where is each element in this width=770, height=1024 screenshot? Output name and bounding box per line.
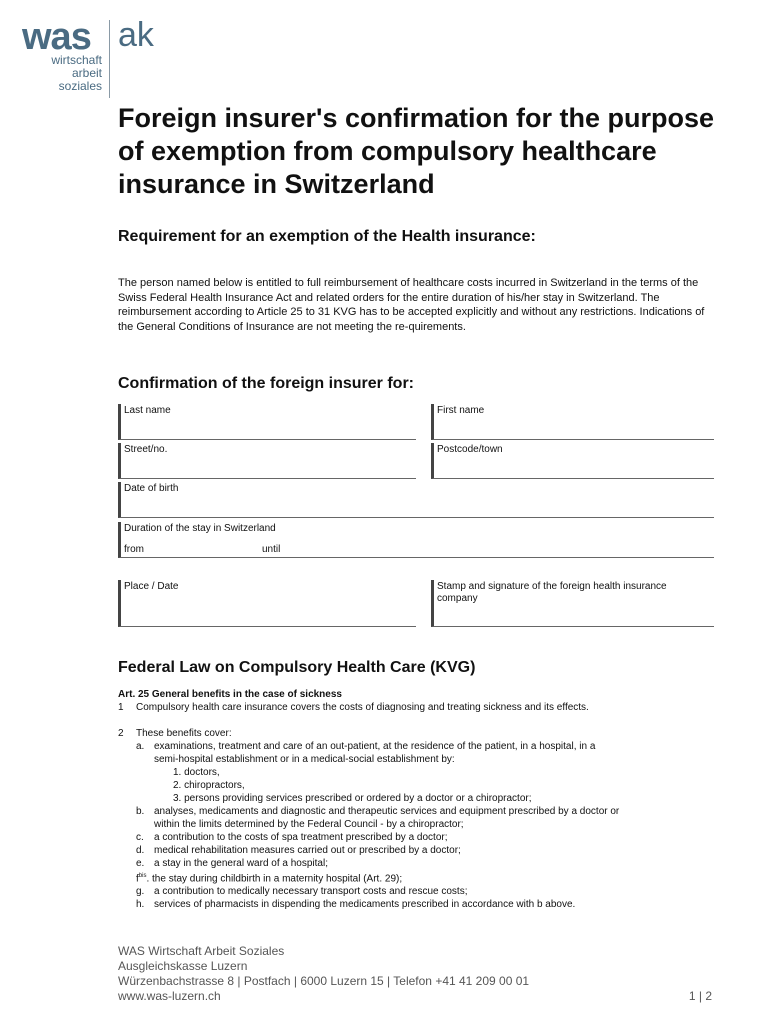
list-text: medical rehabilitation measures carried out or prescribed by a doctor;	[154, 845, 461, 856]
logo-sub-line: wirtschaft	[51, 53, 102, 67]
list-text: a stay in the general ward of a hospital;	[154, 858, 328, 869]
list-text: a contribution to medically necessary transport costs and rescue costs;	[154, 886, 468, 898]
list-letter: h.	[136, 899, 145, 911]
footer-address: Würzenbachstrasse 8 | Postfach | 6000 Luzern 15 | Telefon +41 41 209 00 01	[118, 974, 530, 988]
sub-list-item: 3. persons providing services prescribed or ordered by a doctor or a chiropractor;	[173, 793, 532, 804]
logo-was-text: was	[22, 16, 91, 58]
street-field[interactable]	[118, 443, 416, 479]
place-date-label: Place / Date	[124, 581, 179, 592]
until-label: until	[262, 544, 281, 555]
paragraph-number: 2	[118, 728, 124, 739]
logo-divider	[109, 20, 110, 98]
list-item	[118, 870, 718, 885]
requirement-heading: Requirement for an exemption of the Health insurance:	[118, 228, 536, 245]
list-letter: f	[136, 873, 139, 885]
footer	[118, 944, 529, 1004]
law-paragraph	[118, 701, 718, 714]
kvg-heading: Federal Law on Compulsory Health Care (KVG)	[118, 659, 476, 676]
date-of-birth-label: Date of birth	[124, 483, 179, 494]
date-of-birth-field[interactable]	[118, 482, 714, 518]
page-number: 1 | 2	[688, 989, 712, 1003]
list-item-continuation	[118, 753, 718, 766]
list-item	[118, 831, 718, 844]
list-letter-sup: bis	[138, 873, 147, 879]
article-title: Art. 25 General benefits in the case of sickness	[118, 689, 342, 700]
list-item	[118, 844, 718, 857]
postcode-label: Postcode/town	[437, 444, 503, 455]
list-text: examinations, treatment and care of an out-patient, at the residence of the patient, in a hospital, in a	[154, 741, 596, 752]
duration-field[interactable]	[118, 522, 714, 558]
list-letter: b.	[136, 806, 145, 817]
paragraph-number: 1	[118, 702, 124, 713]
sub-list-item: 1. doctors,	[173, 767, 220, 778]
logo-subtitle	[22, 54, 102, 93]
stamp-signature-label: Stamp and signature of the foreign health insurance company	[437, 581, 667, 604]
logo	[22, 14, 182, 94]
list-text: a contribution to the costs of spa treatment prescribed by a doctor;	[154, 832, 448, 843]
logo-sub-line: soziales	[58, 79, 102, 93]
list-text: analyses, medicaments and diagnostic and therapeutic services and equipment prescribed by a doctor or	[154, 806, 620, 817]
place-date-field[interactable]	[118, 580, 416, 627]
first-name-field[interactable]	[431, 404, 714, 440]
confirmation-heading: Confirmation of the foreign insurer for:	[118, 375, 414, 392]
list-item	[118, 885, 718, 898]
list-item-continuation	[118, 818, 718, 831]
list-letter: a.	[136, 741, 145, 752]
sub-list-item: 2. chiropractors,	[173, 780, 245, 791]
list-item	[118, 898, 718, 911]
page-title: Foreign insurer's confirmation for the purpose of exemption from compulsory healthcare insurance in Switzerland	[118, 103, 714, 199]
footer-dept: Ausgleichskasse Luzern	[118, 959, 248, 973]
list-text: services of pharmacists in dispending the medicaments prescribed in accordance with b above.	[154, 899, 576, 911]
footer-org: WAS Wirtschaft Arbeit Soziales	[118, 944, 285, 958]
last-name-label: Last name	[124, 405, 171, 416]
list-item	[118, 857, 718, 870]
stamp-signature-field[interactable]	[431, 580, 714, 627]
first-name-label: First name	[437, 405, 485, 416]
last-name-field[interactable]	[118, 404, 416, 440]
list-item	[118, 740, 718, 753]
postcode-field[interactable]	[431, 443, 714, 479]
logo-sub-line: arbeit	[71, 66, 102, 80]
law-paragraph	[118, 727, 718, 740]
street-label: Street/no.	[124, 444, 168, 455]
list-letter: g.	[136, 886, 145, 898]
list-letter: c.	[136, 832, 144, 843]
list-text: within the limits determined by the Federal Council - by a chiropractor;	[154, 819, 464, 830]
paragraph-text: Compulsory health care insurance covers the costs of diagnosing and treating sickness and its effects.	[136, 702, 589, 713]
list-letter: d.	[136, 845, 145, 856]
law-text	[118, 688, 718, 911]
logo-ak-text: ak	[118, 16, 154, 54]
footer-website-link[interactable]: www.was-luzern.ch	[118, 989, 221, 1003]
list-text: . the stay during childbirth in a maternity hospital (Art. 29);	[146, 873, 403, 885]
duration-label: Duration of the stay in Switzerland	[124, 523, 276, 534]
from-label: from	[124, 544, 144, 555]
list-item	[118, 805, 718, 818]
intro-paragraph: The person named below is entitled to full reimbursement of healthcare costs incurred in Switzerland in the terms of the Swiss Federal Health Insurance Act and related orders for the entire duration of his/her stay in Switzerland. The reimbursement according to Article 25 to 31 KVG has to be accepted explicitly and without any restrictions. Indications of the General Conditions of Insurance are not meeting the re-quirements.	[118, 277, 705, 333]
list-text: semi-hospital establishment or in a medical-social establishment by:	[154, 754, 455, 765]
list-letter: e.	[136, 858, 145, 869]
paragraph-text: These benefits cover:	[136, 728, 232, 739]
